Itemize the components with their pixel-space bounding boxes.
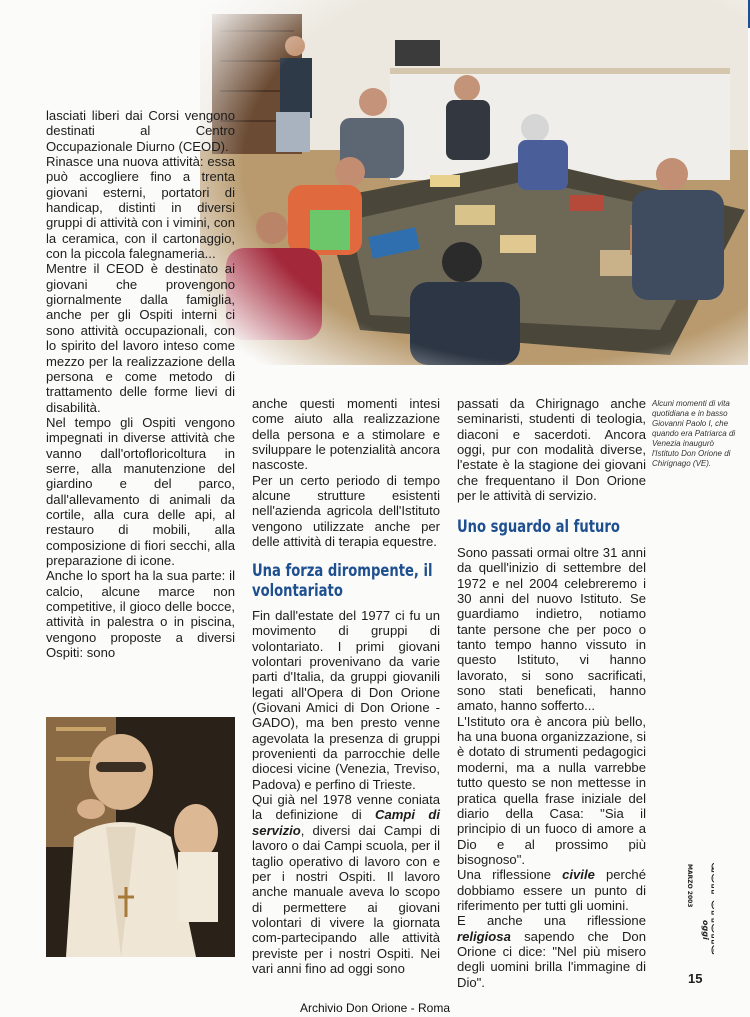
paragraph: Per un certo periodo di tempo alcune strutture esistenti nell'azienda agricola dell'Istituto vengono utilizzate anche per delle attività di terapia equestre. <box>252 472 440 550</box>
text-run: Una riflessione <box>457 867 563 883</box>
paragraph: L'Istituto ora è ancora più bello, ha una buona organizzazione, si è dotato di strumenti pedagogici moderni, ma a nulla varrebbe tutto questo se non mettesse in pratica quella frase iniziale del diario della Casa: "Sia il principio di un fuoco di amore a Dio e al prossimo più bisognoso". <box>457 713 646 867</box>
emphasis-religiosa: religiosa <box>457 928 511 944</box>
paragraph <box>457 913 646 990</box>
paragraph: Anche lo sport ha la sua parte: il calcio, alcune marce non competitive, il gioco delle bocce, attività in palestra o in piscina, vengono proposte a diversi Ospiti: sono <box>46 568 235 661</box>
paragraph: Mentre il CEOD è destinato ai giovani che provengono giornalmente dalla famiglia, anche per gli Ospiti interni ci sono attività occupazionali, con lo spirito del lavoro inteso come mezzo per la realizzazione della persona e come metodo di trattamento delle forme lievi di disabilità. <box>46 261 235 415</box>
footer-archive: Archivio Don Orione - Roma <box>299 1001 451 1015</box>
paragraph: Sono passati ormai oltre 31 anni da quell'inizio di settembre del 1972 e nel 2004 celebreremo i 30 anni del nuovo Istituto. Se guardiamo indietro, notiamo tante persone che per poco o tanto tempo hanno vissuto in questo Istituto, vi hanno lavorato, si sono sacrificati, sono stati beneficati, hanno amato, hanno sofferto... <box>457 545 646 714</box>
magazine-logo <box>684 860 714 960</box>
text-run: sapendo che Don Orione ci dice: "Nel più misero degli uomini brilla l'immagine di Dio". <box>457 928 646 990</box>
section-heading-futuro: Uno sguardo al futuro <box>457 517 620 537</box>
logo-title: don orione <box>707 862 714 955</box>
paragraph: Rinasce una nuova attività: essa può accogliere fino a trenta giovani esterni, portatori di handicap, distinti in diversi gruppi di attività con i vimini, con la ceramica, con il cartonaggio, con la piccola falegnameria... <box>46 154 235 262</box>
column-3-top <box>457 396 646 503</box>
paragraph: lasciati liberi dai Corsi vengono destinati al Centro Occupazionale Diurno (CEOD). <box>46 108 235 154</box>
paragraph <box>457 867 646 913</box>
paragraph: Fin dall'estate del 1977 ci fu un movimento di gruppi di volontariato. I primi giovani volontari provenivano da varie parti d'Italia, da gruppi giovanili legati all'Opera di Don Orione (Giovani Amici di Don Orione - GADO), ma ben presto venne agevolata la presenza di gruppi provenienti da parrocchie delle diocesi vicine (Venezia, Treviso, Padova) e perfino di Trieste. <box>252 608 440 792</box>
logo-sub: oggi <box>701 920 710 940</box>
issue-date: MARZO 2003 <box>686 864 693 908</box>
column-2-bottom <box>252 608 440 976</box>
paragraph: Nel tempo gli Ospiti vengono impegnati in diverse attività che vanno dall'ortofloricoltura in serre, alla manutenzione del giardino e del parco, dall'allevamento di animali da cortile, alla cura delle api, al restauro di mobili, alla composizione di fiori secchi, alla preparazione di icone. <box>46 414 235 568</box>
page-number: 15 <box>688 971 703 986</box>
workshop-photo <box>200 0 748 365</box>
emphasis-campi-di-servizio: Campi di servizio <box>252 807 440 838</box>
text-run: perché dobbiamo essere un punto di riferimento per tutti gli uomini. <box>457 867 646 913</box>
section-heading-volontariato: Una forza dirompente, il volontariato <box>252 561 433 601</box>
paragraph <box>252 792 440 976</box>
emphasis-civile: civile <box>562 867 595 883</box>
paragraph: passati da Chirignago anche seminaristi, studenti di teologia, diaconi e sacerdoti. Ancora oggi, pur con modalità diverse, l'estate è la stagione dei giovani che frequentano il Don Orione per le attività di servizio. <box>457 396 646 504</box>
paragraph: anche questi momenti intesi come aiuto alla realizzazione della persona e a stimolare e sviluppare le potenzialità ancora nascoste. <box>252 396 440 473</box>
portrait-photo-giovanni-paolo-i <box>46 717 235 957</box>
column-1 <box>46 108 235 660</box>
column-3-bottom <box>457 545 646 990</box>
column-2-top <box>252 396 440 549</box>
text-run: Qui già nel 1978 venne coniata la definizione di <box>252 792 440 823</box>
photo-caption: Alcuni momenti di vita quotidiana e in basso Giovanni Paolo I, che quando era Patriarca di Venezia inaugurò l'Istituto Don Orione di Chirignago (VE). <box>652 399 736 468</box>
text-run: , diversi dai Campi di lavoro o dai Campi scuola, per il taglio operativo di lavoro con e per i nostri Ospiti. Il lavoro anche manuale aveva lo scopo di permettere ai giovani volontari di vivere la giornata com-partecipando alle attività previste per i nostri Ospiti. Nei vari anni fino ad oggi sono <box>252 822 440 976</box>
text-run: E anche una riflessione <box>457 913 646 929</box>
